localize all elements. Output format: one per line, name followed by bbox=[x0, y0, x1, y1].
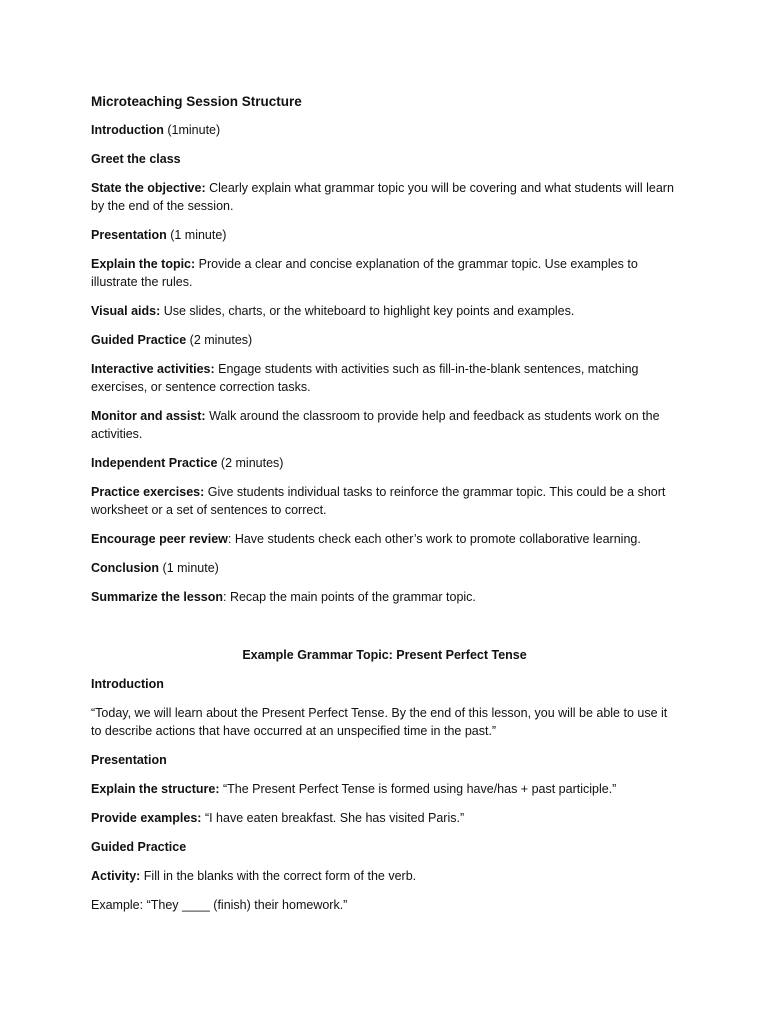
paragraph-label: State the objective: bbox=[91, 181, 206, 195]
paragraph-peer-review bbox=[91, 530, 678, 548]
paragraph-label: Monitor and assist: bbox=[91, 409, 206, 423]
paragraph-label: Presentation bbox=[91, 753, 167, 767]
example-sentence bbox=[91, 896, 678, 914]
paragraph-interactive-activities bbox=[91, 360, 678, 396]
paragraph-presentation bbox=[91, 226, 678, 244]
paragraph-label: Guided Practice bbox=[91, 840, 187, 854]
paragraph-label: Introduction bbox=[91, 677, 164, 691]
paragraph-guided-practice bbox=[91, 331, 678, 349]
example-heading: Example Grammar Topic: Present Perfect Tense bbox=[242, 648, 527, 662]
paragraph-label: Presentation bbox=[91, 228, 167, 242]
paragraph-text: “I have eaten breakfast. She has visited Paris.” bbox=[201, 811, 465, 825]
paragraph-text: (1 minute) bbox=[166, 228, 227, 242]
paragraph-label: Introduction bbox=[91, 123, 164, 137]
paragraph-label: Guided Practice bbox=[91, 333, 187, 347]
paragraph-visual-aids bbox=[91, 302, 678, 320]
example-explain-structure bbox=[91, 780, 678, 798]
paragraph-text: : Recap the main points of the grammar topic. bbox=[223, 590, 476, 604]
paragraph-conclusion bbox=[91, 559, 678, 577]
paragraph-text: Fill in the blanks with the correct form of the verb. bbox=[140, 869, 417, 883]
paragraph-text: Use slides, charts, or the whiteboard to highlight key points and examples. bbox=[160, 304, 575, 318]
paragraph-text: (2 minutes) bbox=[217, 456, 284, 470]
paragraph-text: “The Present Perfect Tense is formed using have/has + past participle.” bbox=[219, 782, 617, 796]
paragraph-state-objective bbox=[91, 179, 678, 215]
paragraph-text: “Today, we will learn about the Present Perfect Tense. By the end of this lesson, you will be able to use it to describe actions that have occurred at an unspecified time in the past.” bbox=[91, 706, 668, 738]
paragraph-label: Interactive activities: bbox=[91, 362, 215, 376]
paragraph-label: Provide examples: bbox=[91, 811, 202, 825]
example-list bbox=[91, 675, 678, 914]
paragraph-summarize bbox=[91, 588, 678, 606]
paragraph-text: Clearly explain what grammar topic you will be covering and what students will learn by the end of the session. bbox=[91, 181, 674, 213]
paragraph-monitor-assist bbox=[91, 407, 678, 443]
paragraph-text: (2 minutes) bbox=[186, 333, 253, 347]
paragraph-label: Activity: bbox=[91, 869, 141, 883]
paragraph-label: Encourage peer review bbox=[91, 532, 228, 546]
paragraph-text: Give students individual tasks to reinforce the grammar topic. This could be a short worksheet or a set of sentences to correct. bbox=[91, 485, 666, 517]
document-title: Microteaching Session Structure bbox=[91, 94, 302, 109]
paragraph-independent-practice bbox=[91, 454, 678, 472]
example-introduction bbox=[91, 675, 678, 693]
paragraph-text: Provide a clear and concise explanation of the grammar topic. Use examples to illustrate the rules. bbox=[91, 257, 638, 289]
paragraph-label: Explain the structure: bbox=[91, 782, 220, 796]
paragraph-text: Example: “They ____ (finish) their homework.” bbox=[91, 898, 348, 912]
paragraph-greet bbox=[91, 150, 678, 168]
paragraph-text: (1minute) bbox=[163, 123, 221, 137]
paragraph-explain-topic bbox=[91, 255, 678, 291]
paragraph-label: Conclusion bbox=[91, 561, 160, 575]
paragraph-label: Explain the topic: bbox=[91, 257, 196, 271]
paragraph-label: Greet the class bbox=[91, 152, 181, 166]
example-provide-examples bbox=[91, 809, 678, 827]
paragraph-text: Engage students with activities such as fill-in-the-blank sentences, matching exercises, or sentence correction tasks. bbox=[91, 362, 639, 394]
paragraph-label: Summarize the lesson bbox=[91, 590, 223, 604]
paragraph-text: (1 minute) bbox=[159, 561, 219, 575]
paragraph-label: Practice exercises: bbox=[91, 485, 205, 499]
paragraph-text: Walk around the classroom to provide help and feedback as students work on the activities. bbox=[91, 409, 660, 441]
example-activity bbox=[91, 867, 678, 885]
paragraph-text: : Have students check each other’s work to promote collaborative learning. bbox=[227, 532, 641, 546]
paragraph-practice-exercises bbox=[91, 483, 678, 519]
paragraph-label: Independent Practice bbox=[91, 456, 218, 470]
example-guided-practice bbox=[91, 838, 678, 856]
example-intro-quote bbox=[91, 704, 678, 740]
example-presentation bbox=[91, 751, 678, 769]
paragraph-introduction bbox=[91, 121, 678, 139]
session-structure-list bbox=[91, 121, 678, 606]
paragraph-label: Visual aids: bbox=[91, 304, 161, 318]
